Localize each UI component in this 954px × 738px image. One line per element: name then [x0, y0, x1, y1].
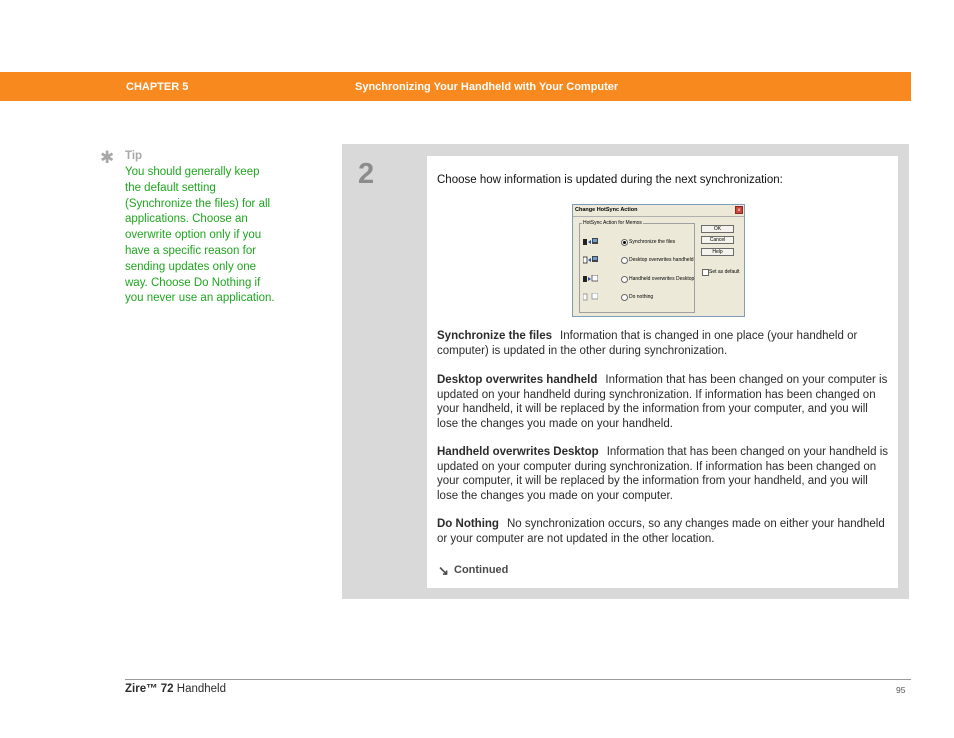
page-number: 95 [896, 685, 906, 695]
dialog-cancel-button[interactable]: Cancel [701, 236, 734, 244]
option-label: Handheld overwrites Desktop [629, 276, 695, 282]
item-do-nothing [437, 517, 889, 546]
item-handheld-overwrites [437, 445, 889, 503]
radio-synchronize[interactable] [621, 239, 628, 246]
dialog-group-label: HotSync Action for Memos [583, 220, 642, 226]
option-label: Synchronize the files [629, 239, 676, 245]
tip-label: Tip [125, 150, 143, 162]
handheld-to-desktop-icon [583, 275, 598, 283]
sync-both-icon [583, 238, 598, 246]
hotsync-action-dialog [572, 204, 745, 317]
item-desc: No synchronization occurs, so any changes made on either your handheld or your computer are not updated in the other location. [437, 518, 885, 545]
desktop-to-handheld-icon [583, 256, 598, 264]
radio-desktop-overwrites[interactable] [621, 257, 628, 264]
item-desc: Information that has been changed on your computer is updated on your handheld during synchronization. If information has been changed on your handheld, it will be replaced by the information from your computer, and you will lose the changes you made on your handheld. [437, 374, 888, 430]
dialog-title: Change HotSync Action [575, 207, 638, 213]
option-label: Desktop overwrites handheld [629, 257, 694, 263]
set-default-checkbox[interactable] [702, 269, 709, 276]
item-desc: Information that has been changed on your handheld is updated on your computer during synchronization. If information has been changed on your computer, it will be replaced by the information from your handheld, and you will lose the changes you made on your computer. [437, 446, 888, 502]
step-number: 2 [358, 158, 375, 190]
continued-link[interactable]: Continued [454, 564, 509, 576]
close-icon[interactable]: × [735, 206, 743, 214]
do-nothing-icon [583, 293, 598, 301]
step-intro: Choose how information is updated during the next synchronization: [437, 174, 783, 186]
option-label: Do nothing [629, 294, 654, 300]
item-term: Synchronize the files [437, 330, 553, 342]
tip-text: You should generally keep the default setting (Synchronize the files) for all applications. Choose an overwrite option only if you have a specific reason for sending updates only one way. Choose Do Nothing if you never use an application. [125, 166, 275, 305]
footer-divider [125, 679, 911, 680]
chapter-title: Synchronizing Your Handheld with Your Computer [355, 81, 619, 93]
arrow-down-right-icon: ↘ [438, 563, 449, 578]
item-synchronize [437, 329, 889, 358]
item-desc: Information that is changed in one place (your handheld or computer) is updated in the other during synchronization. [437, 330, 858, 357]
chapter-number: CHAPTER 5 [126, 81, 189, 93]
radio-handheld-overwrites[interactable] [621, 276, 628, 283]
dialog-ok-button[interactable]: OK [701, 225, 734, 233]
dialog-help-button[interactable]: Help [701, 248, 734, 256]
set-default-label: Set as default [709, 269, 740, 275]
item-term: Do Nothing [437, 518, 499, 530]
asterisk-icon: ✱ [100, 148, 115, 167]
item-term: Desktop overwrites handheld [437, 374, 598, 386]
dialog-titlebar [573, 205, 744, 217]
radio-do-nothing[interactable] [621, 294, 628, 301]
item-term: Handheld overwrites Desktop [437, 446, 599, 458]
product-name: Zire™ 72 [125, 683, 174, 695]
product-suffix: Handheld [173, 683, 227, 695]
item-desktop-overwrites [437, 373, 889, 431]
footer-product [125, 683, 226, 695]
